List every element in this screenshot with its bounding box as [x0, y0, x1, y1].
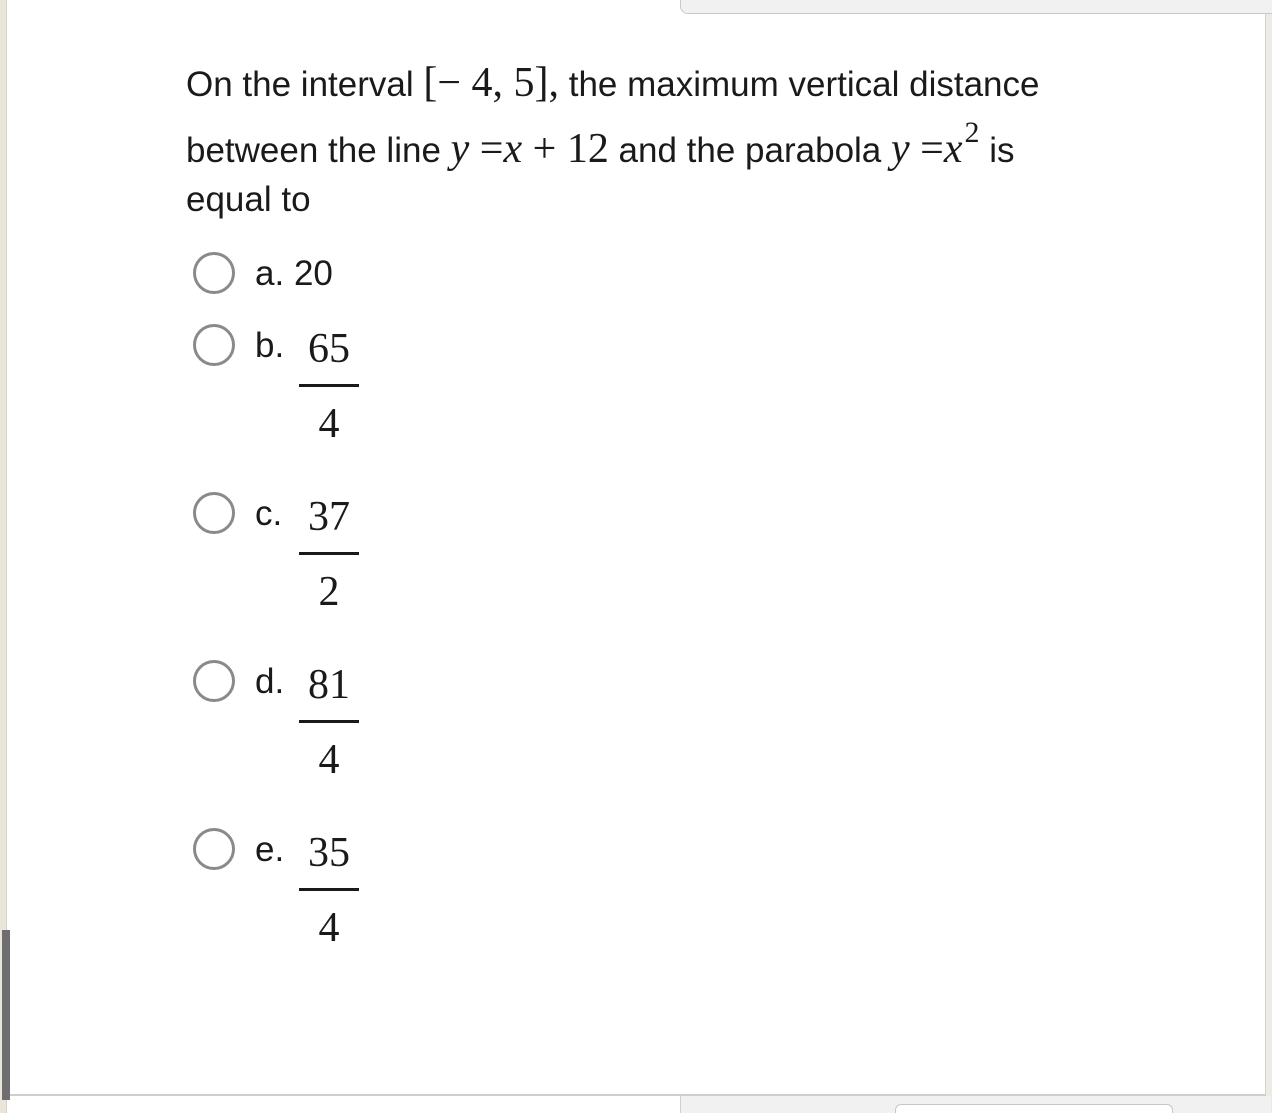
denominator: 4: [318, 905, 340, 951]
numerator: 37: [308, 494, 350, 540]
right-frame-border: [1265, 0, 1272, 1113]
line-equation: [451, 126, 609, 172]
denominator: 4: [318, 737, 340, 783]
fraction-bar: [299, 384, 359, 387]
question-text-part: is: [979, 131, 1015, 170]
option-d-fraction: [299, 660, 359, 785]
parabola-exponent: 2: [964, 116, 980, 149]
question-text-part: the maximum vertical distance: [559, 65, 1040, 104]
fraction-bar: [299, 720, 359, 723]
line-eq-equals: =: [469, 126, 504, 172]
parabola-equation: [891, 116, 980, 172]
line-eq-x: x: [503, 126, 523, 172]
line-eq-rest: + 12: [522, 126, 609, 172]
option-b-fraction: [299, 324, 359, 449]
option-value: 20: [293, 254, 333, 293]
option-letter: b.: [255, 326, 285, 365]
question-text-part: On the interval: [186, 65, 424, 104]
option-e-fraction: [299, 828, 359, 953]
numerator: 35: [308, 830, 350, 876]
radio-button-e[interactable]: [193, 828, 235, 870]
question-line-2: [186, 116, 1186, 182]
option-letter: d.: [255, 662, 285, 701]
option-letter: e.: [255, 830, 285, 869]
bottom-button[interactable]: [895, 1104, 1173, 1113]
left-scroll-indicator: [2, 930, 10, 1100]
parabola-eq-y: y: [891, 126, 910, 172]
parabola-eq-equals: =: [909, 126, 944, 172]
numerator: 81: [308, 662, 350, 708]
radio-button-a[interactable]: [193, 252, 235, 294]
denominator: 2: [318, 569, 340, 615]
radio-button-c[interactable]: [193, 492, 235, 534]
question-text-part: between the line: [186, 131, 451, 170]
fraction-bar: [299, 888, 359, 891]
line-eq-y: y: [450, 126, 470, 172]
option-a-label: [255, 253, 333, 295]
option-letter: c.: [255, 494, 283, 533]
question-line-1: [186, 50, 1186, 116]
question-text-part: and the parabola: [608, 131, 891, 170]
radio-button-d[interactable]: [193, 660, 235, 702]
question-text: [186, 50, 1186, 246]
option-letter: a.: [255, 254, 285, 293]
top-panel-tab: [680, 0, 1272, 14]
question-line-3: equal to: [186, 180, 311, 219]
option-c-fraction: [299, 492, 359, 617]
interval-math: [− 4, 5],: [423, 60, 560, 106]
fraction-bar: [299, 552, 359, 555]
denominator: 4: [318, 401, 340, 447]
radio-button-b[interactable]: [193, 324, 235, 366]
numerator: 65: [308, 326, 350, 372]
parabola-eq-x: x: [943, 126, 963, 172]
